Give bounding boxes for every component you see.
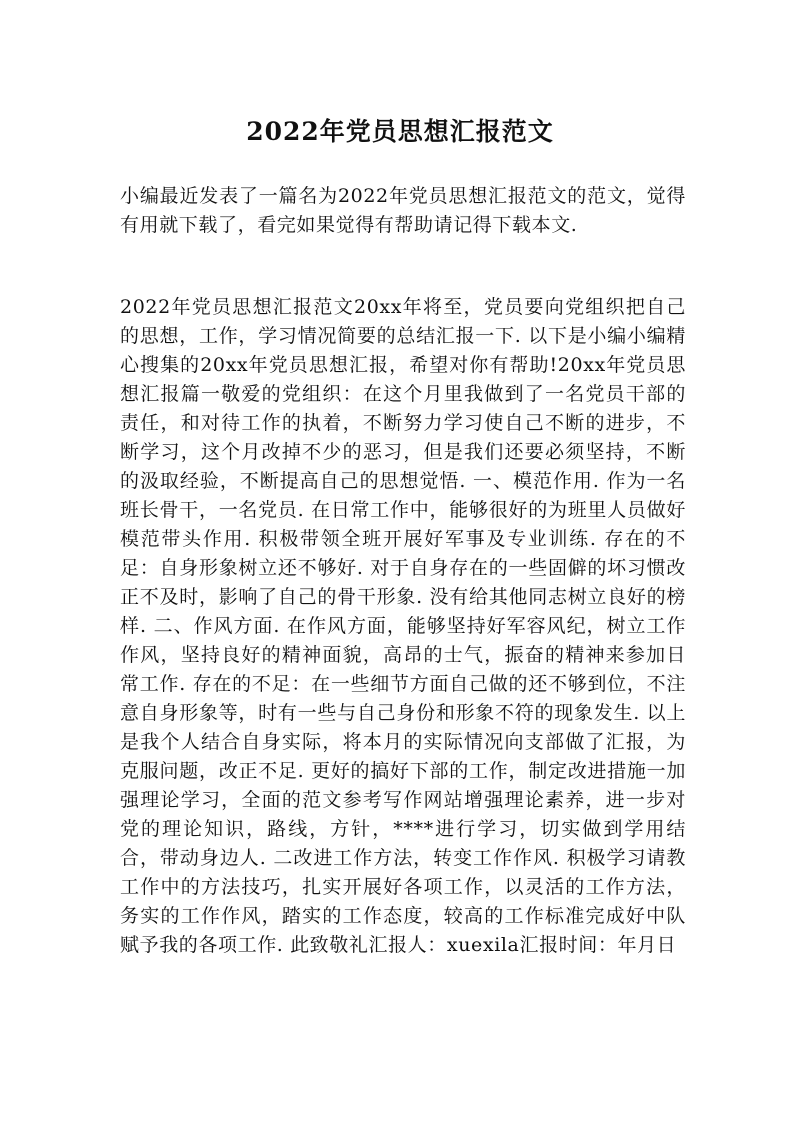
intro-paragraph: 小编最近发表了一篇名为2022年党员思想汇报范文的范文，觉得有用就下载了，看完如果觉得有帮助请记得下载本文. bbox=[120, 185, 686, 236]
document-title: 2022年党员思想汇报范文 bbox=[246, 117, 554, 146]
body-paragraph: 2022年党员思想汇报范文20xx年将至，党员要向党组织把自己的思想，工作，学习情况简要的总结汇报一下. 以下是小编小编精心搜集的20xx年党员思想汇报，希望对你有帮助!20xx年党员思想汇报篇一敬爱的党组织：在这个月里我做到了一名党员干部的责任，和对待工作的执着，不断努力学习使自己不断的进步，不断学习，这个月改掉不少的恶习，但是我们还要必须坚持，不断的汲取经验，不断提高自己的思想觉悟. 一、模范作用. 作为一名班长骨干，一名党员. 在日常工作中，能够很好的为班里人员做好模范带头作用. 积极带领全班开展好军事及专业训练. 存在的不足：自身形象树立还不够好. 对于自身存在的一些固僻的坏习惯改正不及时，影响了自己的骨干形象. 没有给其他同志树立良好的榜样. 二、作风方面. 在作风方面，能够坚持好军容风纪，树立工作作风，坚持良好的精神面貌，高昂的士气，振奋的精神来参加日常工作. 存在的不足：在一些细节方面自己做的还不够到位，不注意自身形象等，时有一些与自己身份和形象不符的现象发生. 以上是我个人结合自身实际，将本月的实际情况向支部做了汇报，为克服问题，改正不足. 更好的搞好下部的工作，制定改进措施一加强理论学习，全面的范文参考写作网站增强理论素养，进一步对党的理论知识，路线，方针，****进行学习，切实做到学用结合，带动身边人. 二改进工作方法，转变工作作风. 积极学习请教工作中的方法技巧，扎实开展好各项工作，以灵活的工作方法，务实的工作作风，踏实的工作态度，较高的工作标准完成好中队赋予我的各项工作. 此致敬礼汇报人：xuexila汇报时间：年月日 bbox=[120, 296, 686, 956]
